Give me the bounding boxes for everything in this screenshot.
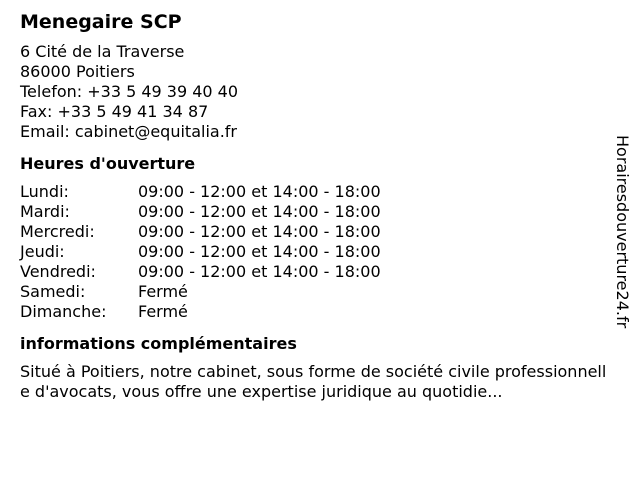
phone-number: Telefon: +33 5 49 39 40 40 bbox=[20, 82, 239, 101]
hours-row-thursday bbox=[20, 242, 610, 262]
day-label: Mardi: bbox=[20, 202, 70, 221]
day-label: Vendredi: bbox=[20, 262, 96, 281]
time-value: 09:00 - 12:00 et 14:00 - 18:00 bbox=[138, 222, 381, 241]
hours-row-friday bbox=[20, 262, 610, 282]
time-value: 09:00 - 12:00 et 14:00 - 18:00 bbox=[138, 242, 381, 261]
day-label: Lundi: bbox=[20, 182, 69, 201]
day-label: Mercredi: bbox=[20, 222, 95, 241]
opening-hours-heading: Heures d'ouverture bbox=[20, 154, 196, 173]
site-watermark: Horairesdouverture24.fr bbox=[613, 135, 632, 329]
hours-row-monday bbox=[20, 182, 610, 202]
hours-row-tuesday bbox=[20, 202, 610, 222]
time-value: Fermé bbox=[138, 302, 188, 321]
additional-info-text: Situé à Poitiers, notre cabinet, sous forme de société civile professionnelle d'avocats, vous offre une expertise juridique au quotidie... bbox=[20, 362, 607, 401]
day-label: Jeudi: bbox=[20, 242, 65, 261]
day-label: Dimanche: bbox=[20, 302, 107, 321]
time-value: Fermé bbox=[138, 282, 188, 301]
hours-row-saturday bbox=[20, 282, 610, 302]
hours-row-sunday bbox=[20, 302, 610, 322]
time-value: 09:00 - 12:00 et 14:00 - 18:00 bbox=[138, 182, 381, 201]
additional-info-heading: informations complémentaires bbox=[20, 334, 297, 353]
address-line-1: 6 Cité de la Traverse bbox=[20, 42, 185, 61]
opening-hours-table bbox=[20, 182, 610, 322]
time-value: 09:00 - 12:00 et 14:00 - 18:00 bbox=[138, 262, 381, 281]
business-name: Menegaire SCP bbox=[20, 11, 182, 33]
time-value: 09:00 - 12:00 et 14:00 - 18:00 bbox=[138, 202, 381, 221]
fax-number: Fax: +33 5 49 41 34 87 bbox=[20, 102, 209, 121]
address-line-2: 86000 Poitiers bbox=[20, 62, 135, 81]
business-card bbox=[20, 10, 610, 402]
day-label: Samedi: bbox=[20, 282, 86, 301]
email-address: Email: cabinet@equitalia.fr bbox=[20, 122, 237, 141]
hours-row-wednesday bbox=[20, 222, 610, 242]
